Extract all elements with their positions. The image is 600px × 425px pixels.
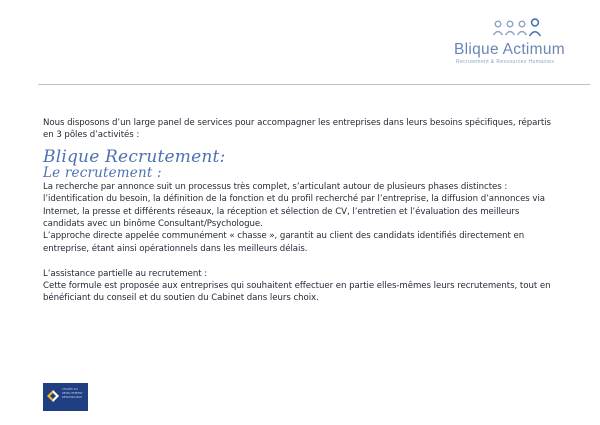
brand-name: Blique Actimum	[454, 41, 566, 58]
paragraph-chasse: L’approche directe appelée communément « chasse », garantit au client des candidats identifiés directement en entreprise, étant ainsi opérationnels dans les meilleurs délais.	[43, 231, 525, 254]
section-subtitle: Le recrutement :	[43, 164, 162, 181]
main-content	[43, 117, 559, 305]
charter-badge	[43, 383, 88, 411]
people-group-icon	[492, 18, 548, 38]
badge-line: RECRUTEMENT	[62, 392, 83, 396]
paragraph-assistance: Cette formule est proposée aux entreprises qui souhaitent effectuer en partie elles-mêmes leurs recrutements, tout en bénéficiant du conseil et du soutien du Cabinet dans leurs choix.	[43, 281, 551, 304]
intro-paragraph: Nous disposons d’un large panel de services pour accompagner les entreprises dans leurs besoins spécifiques, répartis en 3 pôles d’activités :	[43, 118, 551, 141]
paragraph-annonce: La recherche par annonce suit un processus très complet, s’articulant autour de plusieurs phases distinctes : l’identification du besoin, la définition de la fonction et du profil recherché par l’entreprise, la diffusion d’annonces via Internet, la presse et différents réseaux, la réception et sélection de CV, l’entretien et l’évaluation des meilleurs candidats avec un binôme Consultant/Psychologue.	[43, 181, 546, 230]
header-divider	[38, 84, 590, 85]
paragraph-assistance-title: L’assistance partielle au recrutement :	[43, 268, 208, 279]
diamond-icon	[47, 390, 59, 402]
badge-line: RESPONSABLE	[62, 396, 83, 400]
badge-text	[62, 388, 88, 401]
company-logo	[452, 18, 592, 74]
badge-line: CHARTE DU	[62, 388, 78, 391]
brand-tagline: Recrutement & Ressources Humaines	[456, 59, 555, 65]
section-title: Blique Recrutement:	[43, 146, 226, 167]
paragraph-gap	[43, 255, 559, 267]
